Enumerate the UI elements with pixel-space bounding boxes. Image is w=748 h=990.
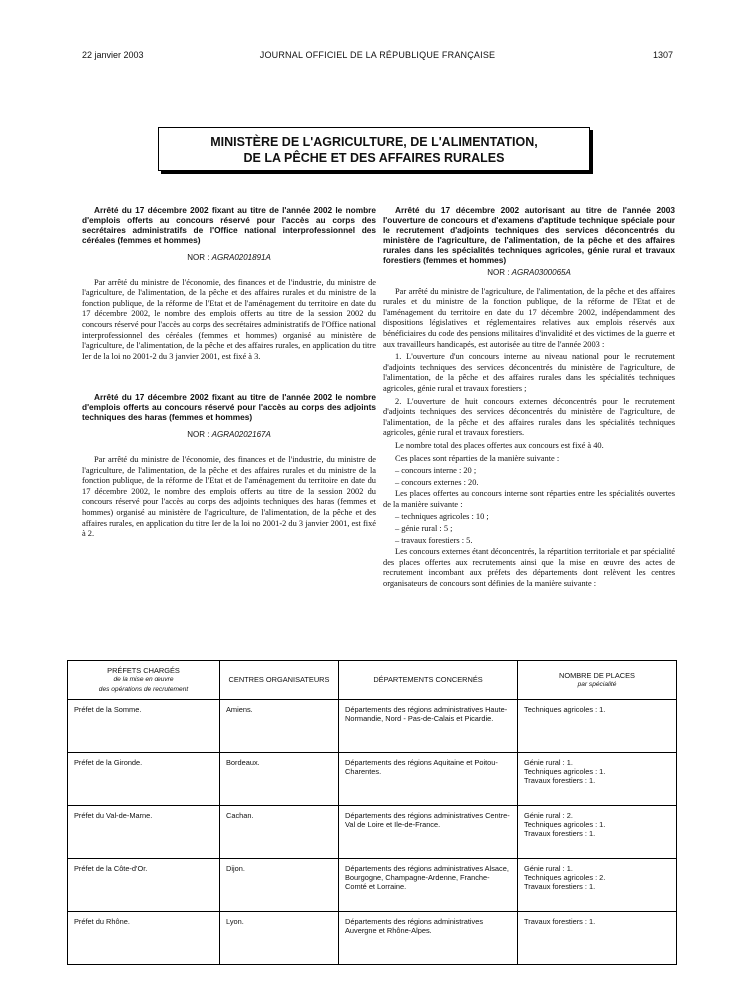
cell-centre: Bordeaux. [220, 753, 339, 806]
header-prefets [68, 661, 220, 700]
cell-places [518, 700, 677, 753]
place-line: Travaux forestiers : 1. [524, 829, 596, 839]
place-line: Travaux forestiers : 1. [524, 917, 596, 926]
list-item: – travaux forestiers : 5. [395, 535, 473, 545]
place-line: Travaux forestiers : 1. [524, 776, 596, 786]
list-item: – techniques agricoles : 10 ; [395, 512, 489, 522]
cell-prefet: Préfet de la Côte-d'Or. [68, 859, 220, 912]
nor-line [383, 268, 675, 279]
nor-label: NOR : [487, 268, 510, 277]
paragraph: Les concours externes étant déconcentrés, la répartition territoriale et par spécialité des places offertes aux recrutements ainsi que la mise en œuvre des actes de recrutement incombant aux préfets des départements dont relèvent les centres organisateurs de concours sont définies de la manière suivante : [383, 547, 675, 589]
cell-centre: Cachan. [220, 806, 339, 859]
page-number: 1307 [652, 50, 673, 60]
header-prefets-main: PRÉFETS CHARGÉS [107, 666, 180, 676]
article [82, 205, 376, 362]
page-header [82, 50, 673, 64]
cell-places [518, 859, 677, 912]
issue-date: 22 janvier 2003 [82, 50, 144, 60]
header-centres: CENTRES ORGANISATEURS [220, 661, 339, 700]
paragraph: Les places offertes au concours interne sont réparties entre les spécialités ouvertes de la manière suivante : [383, 489, 675, 509]
header-places [518, 661, 677, 700]
table-header-row [68, 661, 677, 700]
article [82, 392, 376, 539]
article-body: Par arrêté du ministre de l'économie, des finances et de l'industrie, du ministre de l'agriculture, de l'alimentation, de la pêche et des affaires rurales et du ministre de la fonction publique, de la réforme de l'Etat et de l'aménagement du territoire en date du 17 décembre 2002, le nombre des emplois offerts au titre de la session 2002 du concours réservé pour l'accès au corps des secrétaires administratifs de l'Office national interprofessionnel des céréales (femmes et hommes) organisé au ministère de l'agriculture, de l'alimentation, de la pêche et des affaires rurales, en application du titre Ier de la loi no 2001-2 du 3 janvier 2001, est fixé à 3. [82, 277, 376, 361]
paragraph: Ces places sont réparties de la manière suivante : [395, 453, 560, 463]
table-row [68, 700, 677, 753]
place-line: Génie rural : 1. [524, 864, 573, 873]
cell-centre: Amiens. [220, 700, 339, 753]
cell-places [518, 806, 677, 859]
nor-line [82, 430, 376, 441]
cell-prefet: Préfet de la Gironde. [68, 753, 220, 806]
place-line: Génie rural : 1. [524, 758, 573, 767]
cell-departements: Départements des régions administratives Centre-Val de Loire et Ile-de-France. [339, 806, 518, 859]
cell-departements: Départements des régions Aquitaine et Poitou-Charentes. [339, 753, 518, 806]
cell-centre: Dijon. [220, 859, 339, 912]
paragraph: Par arrêté du ministre de l'agriculture, de l'alimentation, de la pêche et des affaires rurales et du ministre de la fonction publique, de la réforme de l'Etat et de l'aménagement du territoire en date du 17 décembre 2002, indépendamment des dispositions législatives et réglementaires relatives aux emplois réservés aux bénéficiaires du code des pensions militaires d'invalidité et des victimes de la guerre et aux travailleurs handicapés, est autorisée au titre de l'année 2003 : [383, 286, 675, 349]
table-row [68, 753, 677, 806]
cell-prefet: Préfet de la Somme. [68, 700, 220, 753]
cell-prefet: Préfet du Val-de-Marne. [68, 806, 220, 859]
table-row [68, 912, 677, 965]
paragraph: 1. L'ouverture d'un concours interne au niveau national pour le recrutement d'adjoints techniques des services déconcentrés du ministère de l'agriculture, de l'alimentation, de la pêche et des affaires rurales dans les spécialités techniques agricoles, génie rural et travaux forestiers ; [383, 352, 675, 393]
article-title: Arrêté du 17 décembre 2002 fixant au titre de l'année 2002 le nombre d'emplois offerts au concours réservé pour l'accès au corps des adjoints techniques des haras (femmes et hommes) [82, 392, 376, 423]
paragraph: 2. L'ouverture de huit concours externes déconcentrés pour le recrutement d'adjoints techniques des services déconcentrés du ministère de l'agriculture, de l'alimentation, de la pêche et des affaires rurales dans les spécialités techniques agricoles, génie rural et travaux forestiers. [383, 396, 675, 438]
article-title: Arrêté du 17 décembre 2002 autorisant au titre de l'année 2003 l'ouverture de concours et d'examens d'aptitude technique spéciale pour le recrutement d'adjoints techniques des services déconcentrés du ministère de l'agriculture, de l'alimentation, de la pêche et des affaires rurales dans les spécialités techniques agricoles, génie rural et travaux forestiers (femmes et hommes) [383, 205, 675, 265]
ministry-heading [158, 127, 590, 171]
nor-code: AGRA0202167A [211, 430, 271, 440]
article-title: Arrêté du 17 décembre 2002 fixant au titre de l'année 2002 le nombre d'emplois offerts au concours réservé pour l'accès au corps des secrétaires administratifs de l'Office national interprofessionnel des céréales (femmes et hommes) [82, 205, 376, 245]
right-column [383, 205, 675, 592]
header-prefets-sub1: de la mise en œuvre [113, 676, 174, 684]
cell-departements: Départements des régions administratives Alsace, Bourgogne, Champagne-Ardenne, Franche-Comté et Lorraine. [339, 859, 518, 912]
header-departements: DÉPARTEMENTS CONCERNÉS [339, 661, 518, 700]
table-row [68, 859, 677, 912]
left-column [82, 205, 376, 542]
place-line: Techniques agricoles : 2. [524, 873, 606, 883]
place-line: Techniques agricoles : 1. [524, 705, 606, 714]
list-item: – génie rural : 5 ; [395, 524, 453, 534]
place-line: Travaux forestiers : 1. [524, 882, 596, 892]
nor-code: AGRA0300065A [511, 268, 571, 277]
place-line: Techniques agricoles : 1. [524, 820, 606, 830]
place-line: Génie rural : 2. [524, 811, 573, 820]
header-prefets-sub2: des opérations de recrutement [98, 685, 189, 693]
cell-departements: Départements des régions administratives Auvergne et Rhône-Alpes. [339, 912, 518, 965]
header-places-main: NOMBRE DE PLACES [559, 670, 635, 680]
table-row [68, 806, 677, 859]
ministry-line-1: MINISTÈRE DE L'AGRICULTURE, DE L'ALIMENTATION, [210, 135, 538, 149]
ministry-line-2: DE LA PÊCHE ET DES AFFAIRES RURALES [243, 151, 505, 165]
place-line: Techniques agricoles : 1. [524, 767, 606, 777]
cell-centre: Lyon. [220, 912, 339, 965]
header-places-sub: par spécialité [577, 681, 617, 688]
nor-label: NOR : [187, 430, 210, 440]
recruitment-table [67, 660, 677, 965]
cell-places [518, 912, 677, 965]
cell-places [518, 753, 677, 806]
list-item: – concours externes : 20. [395, 477, 479, 487]
paragraph: Le nombre total des places offertes aux concours est fixé à 40. [395, 440, 604, 450]
nor-line [82, 253, 376, 264]
nor-label: NOR : [187, 253, 210, 262]
cell-departements: Départements des régions administratives Haute-Normandie, Nord - Pas-de-Calais et Picardie. [339, 700, 518, 753]
cell-prefet: Préfet du Rhône. [68, 912, 220, 965]
list-item: – concours interne : 20 ; [395, 466, 477, 476]
nor-code: AGRA0201891A [211, 253, 271, 262]
journal-title: JOURNAL OFFICIEL DE LA RÉPUBLIQUE FRANÇAISE [259, 50, 496, 60]
article-body: Par arrêté du ministre de l'économie, des finances et de l'industrie, du ministre de l'agriculture, de l'alimentation, de la pêche et des affaires rurales et du ministre de la fonction publique, de la réforme de l'Etat et de l'aménagement du territoire en date du 17 décembre 2002, le nombre des emplois offerts au titre de la session 2002 du concours réservé pour l'accès au corps des adjoints techniques des haras (femmes et hommes) organisé au ministère de l'agriculture, de l'alimentation, de la pêche et des affaires rurales, en application du titre Ier de la loi no 2001-2 du 3 janvier 2001, est fixé à 2. [82, 454, 376, 539]
